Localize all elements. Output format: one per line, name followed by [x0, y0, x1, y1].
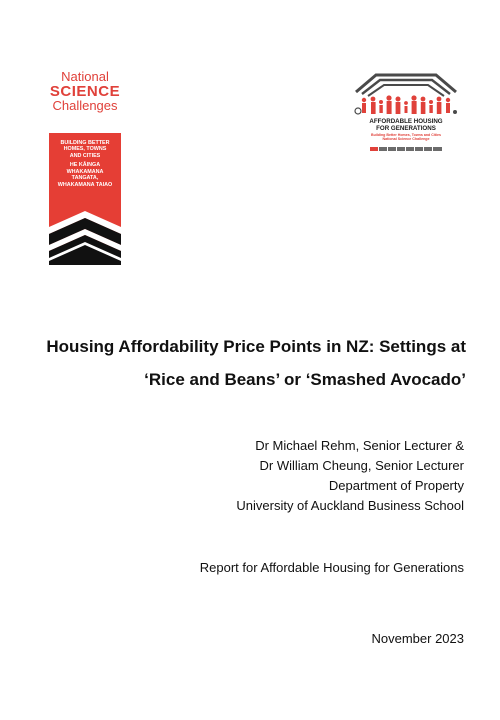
nsc-banner-text [49, 133, 121, 188]
nsc-banner-mi-3: TANGATA, [71, 175, 99, 182]
nsc-banner-en-2: HOMES, TOWNS [63, 146, 107, 153]
report-for-line: Report for Affordable Housing for Generations [199, 560, 464, 575]
roof-chevrons-icon [49, 207, 121, 265]
nsc-banner-mi-4: WHAKAMANA TAIAO [57, 181, 113, 188]
authors-block [236, 436, 464, 516]
report-date: November 2023 [371, 631, 464, 646]
nsc-wordmark [40, 70, 130, 113]
ahg-sub-line2: National Science Challenge [382, 137, 430, 142]
family-under-roof-icon [350, 72, 462, 118]
ahg-subtitle [350, 133, 462, 142]
nsc-wordmark-national: National [61, 69, 109, 84]
report-title [30, 330, 466, 396]
nsc-wordmark-challenges: Challenges [52, 98, 118, 114]
national-science-challenges-logo [40, 70, 130, 268]
author-line-2: Dr William Cheung, Senior Lecturer [259, 458, 464, 473]
ahg-title-line2: FOR GENERATIONS [376, 125, 436, 133]
nsc-banner-mi-1: HE KĀINGA [69, 162, 101, 169]
nsc-wordmark-science: SCIENCE [49, 82, 121, 100]
ahg-sub-line1: Building Better Homes, Towns and Cities [370, 133, 442, 137]
department-line: Department of Property [328, 478, 464, 493]
affordable-housing-for-generations-logo [350, 72, 462, 156]
author-line-1: Dr Michael Rehm, Senior Lecturer & [255, 438, 464, 453]
ahg-title-line1: AFFORDABLE HOUSING [369, 118, 443, 125]
ahg-title [350, 118, 462, 132]
nsc-red-banner [49, 133, 121, 265]
nsc-banner-en-3: AND CITIES [69, 152, 101, 159]
university-line: University of Auckland Business School [236, 498, 464, 513]
report-title-line2: ‘Rice and Beans’ or ‘Smashed Avocado’ [144, 370, 466, 389]
ahg-stripe-bar [370, 147, 442, 151]
report-title-line1: Housing Affordability Price Points in NZ: Settings at [46, 337, 466, 356]
nsc-banner-en-1: BUILDING BETTER [60, 140, 110, 146]
nsc-banner-mi-2: WHAKAMANA [66, 168, 104, 175]
